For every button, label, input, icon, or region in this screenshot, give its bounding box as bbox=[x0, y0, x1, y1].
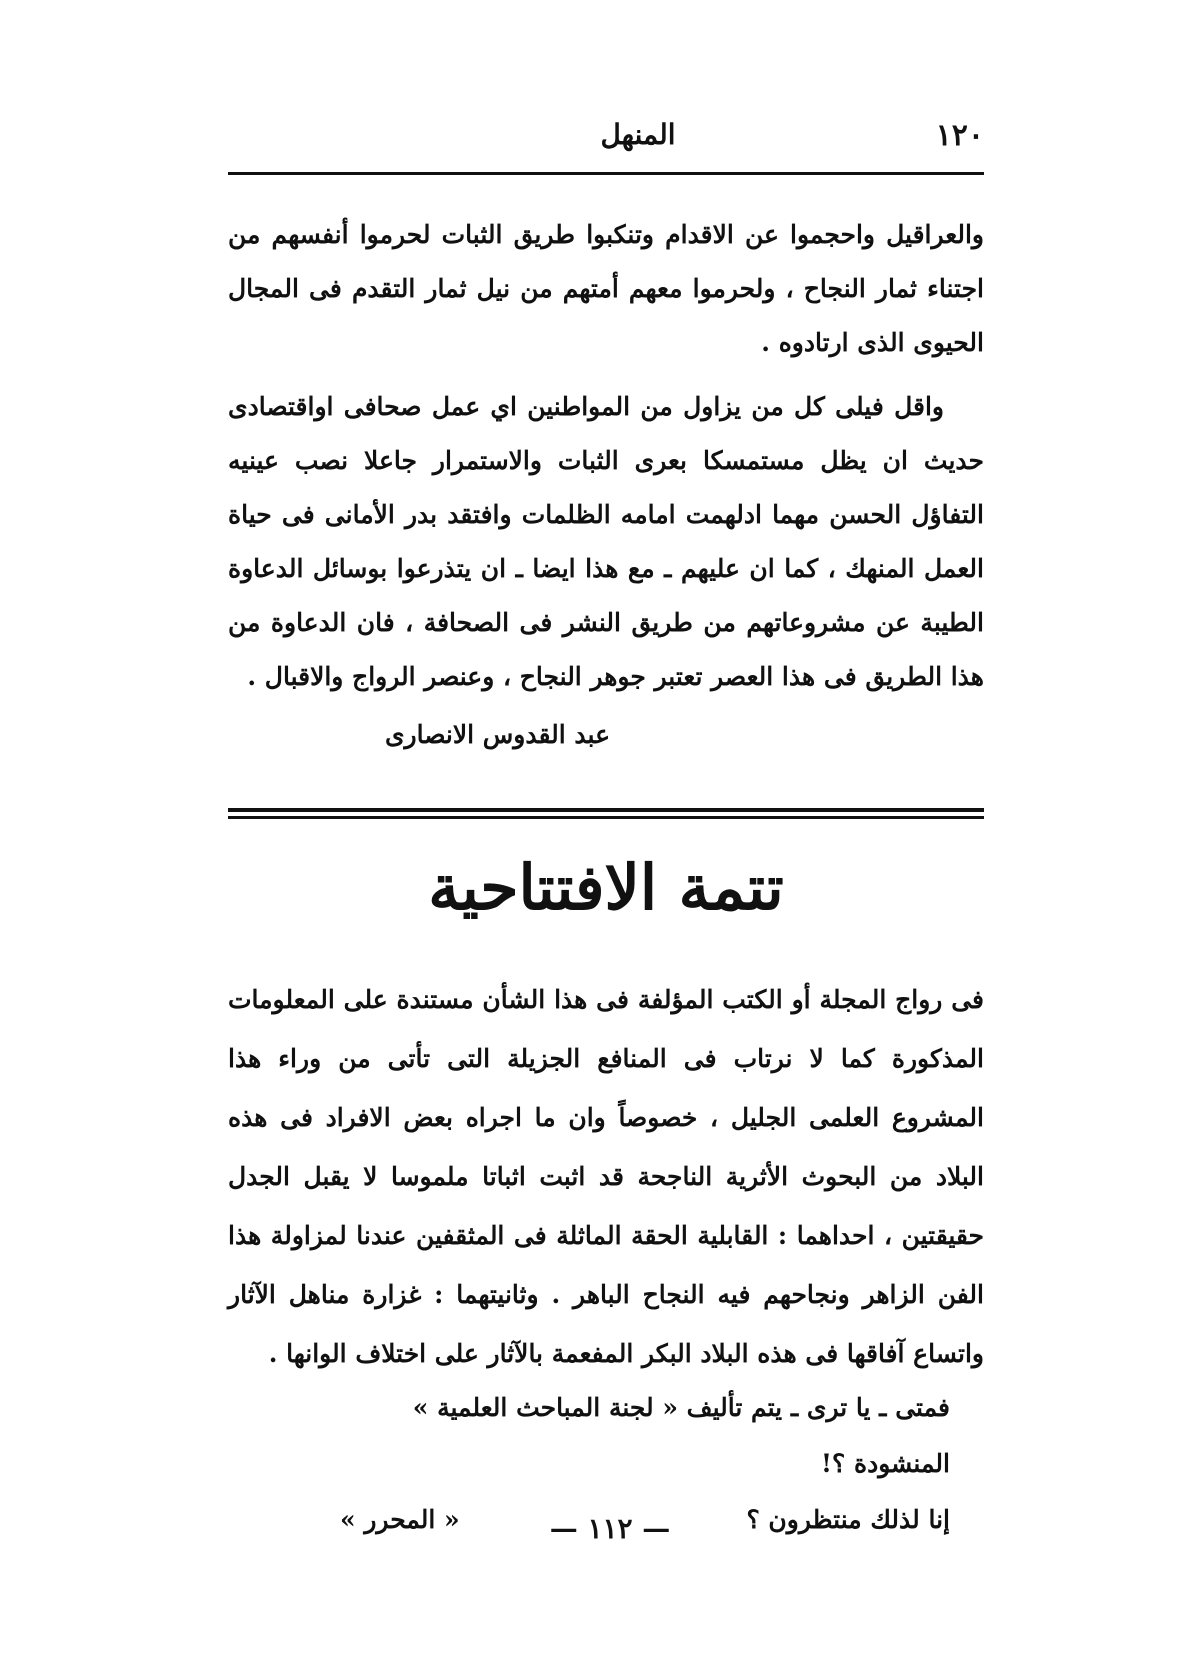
footer-page-number: — ١١٢ — bbox=[549, 1512, 671, 1545]
article2-paragraph bbox=[228, 970, 984, 1383]
closing-awaiting: إنا لذلك منتظرون ؟ bbox=[746, 1505, 950, 1534]
article1-paragraph1-text: والعراقيل واحجموا عن الاقدام وتنكبوا طريق الثبات لحرموا أنفسهم من اجتناء ثمار النجاح ، ولحرموا معهم أمتهم من نيل ثمار التقدم فى المجال الحيوى الذى ارتادوه . bbox=[228, 220, 984, 357]
section-divider bbox=[228, 808, 984, 820]
article2-title: تتمة الافتتاحية bbox=[428, 851, 784, 924]
journal-title: المنهل bbox=[600, 118, 676, 151]
article1-paragraph2 bbox=[228, 380, 984, 704]
article1-signature: عبد القدوس الانصارى bbox=[384, 720, 610, 749]
article1-paragraph1 bbox=[228, 208, 984, 370]
article2-paragraph-text: فى رواج المجلة أو الكتب المؤلفة فى هذا الشأن مستندة على المعلومات المذكورة كما لا نرتاب فى المنافع الجزيلة التى تأتى من وراء هذا المشروع العلمى الجليل ، خصوصاً وان ما اجراه بعض الافراد فى هذه البلاد من البحوث الأثرية الناجحة قد اثبت اثباتا ملموسا لا يقبل الجدل حقيقتين ، احداهما : القابلية الحقة الماثلة فى المثقفين عندنا لمزاولة هذا الفن الزاهر ونجاحهم فيه النجاح الباهر . وثانيتهما : غزارة مناهل الآثار واتساع آفاقها فى هذه البلاد البكر المفعمة بالآثار على اختلاف الوانها . bbox=[228, 985, 984, 1368]
closing-question-line: فمتى ـ يا ترى ـ يتم تأليف « لجنة المباحث العلمية » المنشودة ؟! bbox=[412, 1393, 950, 1478]
section-divider-line-bottom bbox=[228, 816, 984, 819]
page-header bbox=[228, 118, 984, 168]
article1-paragraph2-text: واقل فيلى كل من يزاول من المواطنين اي عمل صحافى اواقتصادى حديث ان يظل مستمسكا بعرى الثبات والاستمرار جاعلا نصب عينيه التفاؤل الحسن مهما ادلهمت امامه الظلمات وافتقد بدر الأمانى فى حياة العمل المنهك ، كما ان عليهم ـ مع هذا ايضا ـ ان يتذرعوا بوسائل الدعاوة الطيبة عن مشروعاتهم من طريق النشر فى الصحافة ، فان الدعاوة من هذا الطريق فى هذا العصر تعتبر جوهر النجاح ، وعنصر الرواج والاقبال . bbox=[228, 392, 984, 691]
section-divider-line-top bbox=[228, 808, 984, 812]
editor-signature: « المحرر » bbox=[340, 1505, 460, 1534]
header-rule bbox=[228, 172, 984, 175]
header-page-number: ١٢٠ bbox=[935, 118, 984, 153]
